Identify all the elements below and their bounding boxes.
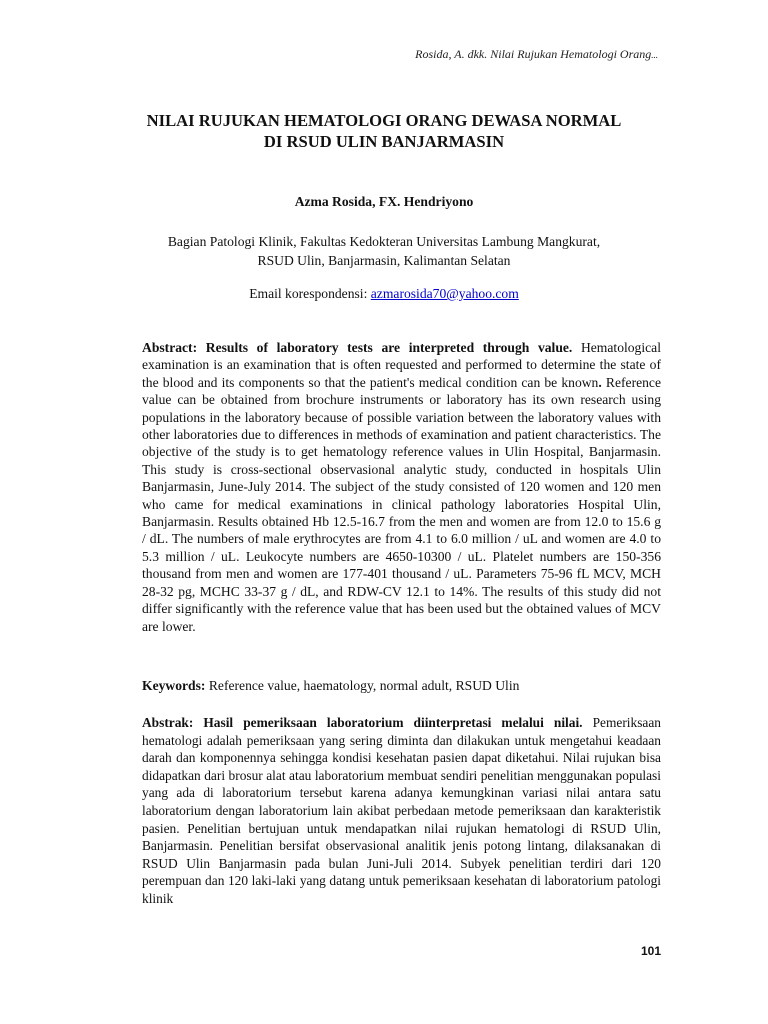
keywords-label: Keywords: <box>142 678 206 693</box>
affiliation-line-1: Bagian Patologi Klinik, Fakultas Kedokteran Universitas Lambung Mangkurat, <box>167 234 601 249</box>
abstrak-paragraph <box>142 714 661 908</box>
title-line-1: NILAI RUJUKAN HEMATOLOGI ORANG DEWASA NORMAL <box>146 111 622 130</box>
abstrak-body: Pemeriksaan hematologi adalah pemeriksaan yang sering diminta dan dilakukan untuk mengetahui keadaan darah dan komponennya sehingga kondisi kesehatan pasien dapat diketahui. Nilai rujukan bisa didapatkan dari brosur alat atau laboratorium membuat sendiri penelitian menggunakan populasi yang ada di laboratorium tersebut karena adanya kemungkinan variasi nilai antara satu laboratorium dengan laboratorium lain akibat perbedaan metode pemeriksaan dan karakteristik pasien. Penelitian bertujuan untuk mendapatkan nilai rujukan hematologi di RSUD Ulin, Banjarmasin. Penelitian bersifat observasional analitik jenis potong lintang, dilaksanakan di RSUD Ulin Banjarmasin pada bulan Juni-Juli 2014. Subyek penelitian terdiri dari 120 perempuan dan 120 laki-laki yang datang untuk pemeriksaan kesehatan di laboratorium patologi klinik <box>142 715 661 906</box>
abstract-lead: Results of laboratory tests are interpreted through value. <box>205 340 573 355</box>
title-line-2: DI RSUD ULIN BANJARMASIN <box>263 132 505 151</box>
abstract-label: Abstract: <box>142 340 198 355</box>
keywords-text: Reference value, haematology, normal adult, RSUD Ulin <box>208 678 520 693</box>
email-label: Email korespondensi: <box>249 286 368 301</box>
abstract-body-2: Reference value can be obtained from brochure instruments or laboratory has its own research using populations in the laboratory because of possible variation between the laboratory values with other laboratories due to differences in methods of examination and patient characteristics. The objective of the study is to get hematology reference values in Ulin Hospital, Banjarmasin. This study is cross-sectional observasional analytic study, conducted in hospitals Ulin Banjarmasin, June-July 2014. The subject of the study consisted of 120 women and 120 men who came for medical examinations in clinical pathology laboratories Hospital Ulin, Banjarmasin. Results obtained Hb 12.5-16.7 from the men and women are from 12.0 to 15.6 g / dL. The numbers of male erythrocytes are from 4.1 to 6.0 million / uL and women are 4.0 to 5.3 million / uL. Leukocyte numbers are 4650-10300 / uL. Platelet numbers are 150-356 thousand from men and women are 177-401 thousand / uL. Parameters 75-96 fL MCV, MCH 28-32 pg, MCHC 33-37 g / dL, and RDW-CV 12.1 to 14%. The results of this study did not differ significantly with the reference value that has been used but the obtained values of MCV are lower. <box>142 374 661 634</box>
paper-title <box>110 110 658 152</box>
abstract-body-1: Hematological examination is an examination that is often requested and performed to determine the state of the blood and its components so that the patient's medical condition can be known <box>142 340 661 390</box>
correspondence-email <box>110 286 658 302</box>
keywords <box>142 678 661 694</box>
affiliation-line-2: RSUD Ulin, Banjarmasin, Kalimantan Selatan <box>257 253 511 268</box>
email-link[interactable]: azmarosida70@yahoo.com <box>370 286 519 301</box>
page-number: 101 <box>640 944 661 958</box>
affiliation <box>110 232 658 270</box>
abstrak-lead: Hasil pemeriksaan laboratorium diinterpretasi melalui nilai. <box>203 715 583 730</box>
author-list: Azma Rosida, FX. Hendriyono <box>294 194 474 209</box>
running-head-text: Rosida, A. dkk. Nilai Rujukan Hematologi Orang <box>415 47 652 61</box>
abstract-id <box>142 714 661 908</box>
abstrak-label: Abstrak: <box>142 715 194 730</box>
running-head <box>415 47 658 62</box>
running-head-ellipsis: ... <box>651 50 658 60</box>
abstract-paragraph: Abstract: Results of laboratory tests are interpreted through value. Hematological examination is an examination that is often requested and performed to determine the state of the blood and its components so that the patient's medical condition can be known. Reference value can be obtained from brochure instruments or laboratory has its own research using populations in the laboratory because of possible variation between the laboratory values with other laboratories due to differences in methods of examination and patient characteristics. The objective of the study is to get hematology reference values in Ulin Hospital, Banjarmasin. This study is cross-sectional observasional analytic study, conducted in hospitals Ulin Banjarmasin, June-July 2014. The subject of the study consisted of 120 women and 120 men who came for medical examinations in clinical pathology laboratories Hospital Ulin, Banjarmasin. Results obtained Hb 12.5-16.7 from the men and women are from 12.0 to 15.6 g / dL. The numbers of male erythrocytes are from 4.1 to 6.0 million / uL and women are 4.0 to 5.3 million / uL. Leukocyte numbers are 4650-10300 / uL. Platelet numbers are 150-356 thousand from men and women are 177-401 thousand / uL. Parameters 75-96 fL MCV, MCH 28-32 pg, MCHC 33-37 g / dL, and RDW-CV 12.1 to 14%. The results of this study did not differ significantly with the reference value that has been used but the obtained values of MCV are lower. <box>142 340 661 634</box>
abstract-en <box>142 339 661 635</box>
